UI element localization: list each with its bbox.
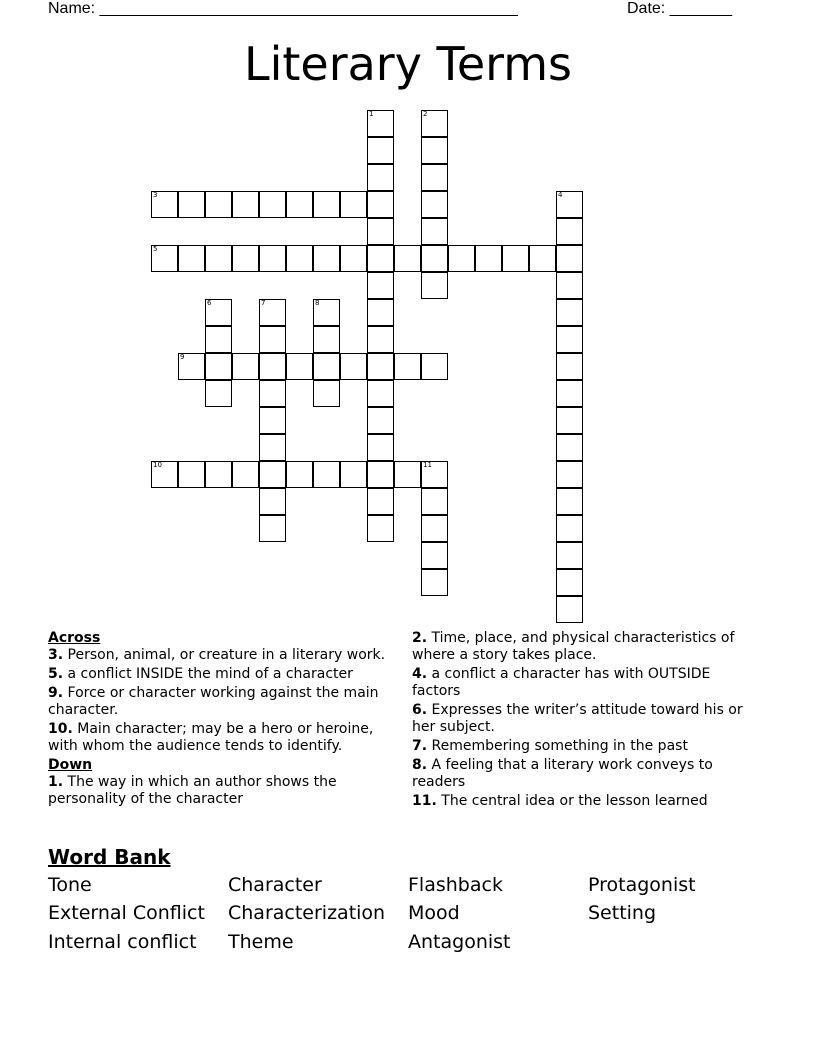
grid-cell[interactable] — [556, 299, 583, 326]
grid-cell[interactable] — [151, 191, 178, 218]
grid-cell[interactable] — [367, 515, 394, 542]
grid-cell[interactable] — [367, 407, 394, 434]
grid-cell[interactable] — [421, 272, 448, 299]
grid-cell[interactable] — [232, 353, 259, 380]
grid-cell[interactable] — [259, 461, 286, 488]
grid-cell[interactable] — [421, 461, 448, 488]
clue-number: 5 — [153, 245, 158, 253]
grid-cell[interactable] — [259, 434, 286, 461]
grid-cell[interactable] — [556, 434, 583, 461]
word-bank-item: Characterization — [228, 902, 386, 924]
word-bank-title: Word Bank — [48, 845, 171, 869]
clue-across-10: 10. Main character; may be a hero or heroine, with whom the audience tends to identify. — [48, 721, 374, 754]
grid-cell[interactable] — [367, 218, 394, 245]
grid-cell[interactable] — [205, 326, 232, 353]
grid-cell[interactable] — [178, 353, 205, 380]
page-title: Literary Terms — [243, 37, 573, 91]
grid-cell[interactable] — [178, 245, 205, 272]
grid-cell[interactable] — [367, 272, 394, 299]
grid-cell[interactable] — [313, 326, 340, 353]
clue-down-2: 2. Time, place, and physical characteristics of where a story takes place. — [412, 630, 735, 663]
name-line: Name: _______________________________________________ — [48, 0, 518, 17]
grid-cell[interactable] — [367, 164, 394, 191]
grid-cell[interactable] — [421, 542, 448, 569]
grid-cell[interactable] — [556, 272, 583, 299]
grid-cell[interactable] — [178, 461, 205, 488]
grid-cell[interactable] — [313, 245, 340, 272]
grid-cell[interactable] — [259, 380, 286, 407]
grid-cell[interactable] — [205, 380, 232, 407]
grid-cell[interactable] — [340, 461, 367, 488]
grid-cell[interactable] — [205, 191, 232, 218]
grid-cell[interactable] — [556, 191, 583, 218]
date-line: Date: _______ — [627, 0, 732, 17]
grid-cell[interactable] — [205, 245, 232, 272]
grid-cell[interactable] — [205, 461, 232, 488]
grid-cell[interactable] — [556, 380, 583, 407]
grid-cell[interactable] — [367, 353, 394, 380]
clue-number: 8 — [315, 299, 320, 307]
word-bank-item: Protagonist — [588, 874, 696, 896]
grid-cell[interactable] — [232, 461, 259, 488]
grid-cell[interactable] — [367, 461, 394, 488]
grid-cell[interactable] — [151, 461, 178, 488]
grid-cell[interactable] — [556, 461, 583, 488]
grid-cell[interactable] — [421, 191, 448, 218]
grid-cell[interactable] — [232, 245, 259, 272]
grid-cell[interactable] — [448, 245, 475, 272]
grid-cell[interactable] — [286, 353, 313, 380]
grid-cell[interactable] — [313, 353, 340, 380]
grid-cell[interactable] — [529, 245, 556, 272]
grid-cell[interactable] — [259, 191, 286, 218]
grid-cell[interactable] — [421, 245, 448, 272]
grid-cell[interactable] — [394, 245, 421, 272]
clue-across-9: 9. Force or character working against the main character. — [48, 685, 379, 718]
grid-cell[interactable] — [502, 245, 529, 272]
grid-cell[interactable] — [286, 245, 313, 272]
grid-cell[interactable] — [421, 164, 448, 191]
grid-cell[interactable] — [232, 191, 259, 218]
grid-cell[interactable] — [556, 569, 583, 596]
clue-number: 3 — [153, 191, 158, 199]
clue-down-11: 11. The central idea or the lesson learned — [412, 793, 708, 809]
grid-cell[interactable] — [556, 596, 583, 623]
grid-cell[interactable] — [367, 488, 394, 515]
grid-cell[interactable] — [556, 218, 583, 245]
grid-cell[interactable] — [475, 245, 502, 272]
clues-right-column — [412, 630, 757, 812]
across-heading: Across — [48, 630, 101, 646]
grid-cell[interactable] — [178, 191, 205, 218]
clue-down-7: 7. Remembering something in the past — [412, 738, 688, 754]
down-heading: Down — [48, 757, 93, 773]
grid-cell[interactable] — [367, 326, 394, 353]
grid-cell[interactable] — [367, 110, 394, 137]
grid-cell[interactable] — [259, 515, 286, 542]
grid-cell[interactable] — [394, 461, 421, 488]
grid-cell[interactable] — [340, 353, 367, 380]
grid-cell[interactable] — [286, 191, 313, 218]
word-bank-item: Setting — [588, 902, 657, 924]
grid-cell[interactable] — [394, 353, 421, 380]
grid-cell[interactable] — [556, 542, 583, 569]
clue-down-1: 1. The way in which an author shows the personality of the character — [48, 774, 337, 807]
grid-cell[interactable] — [421, 218, 448, 245]
grid-cell[interactable] — [286, 461, 313, 488]
clue-number: 11 — [423, 461, 432, 469]
grid-cell[interactable] — [313, 461, 340, 488]
word-bank-item: Mood — [408, 902, 460, 924]
grid-cell[interactable] — [367, 434, 394, 461]
grid-cell[interactable] — [556, 245, 583, 272]
grid-cell[interactable] — [556, 326, 583, 353]
grid-cell[interactable] — [367, 380, 394, 407]
grid-cell[interactable] — [313, 380, 340, 407]
grid-cell[interactable] — [340, 245, 367, 272]
clue-across-3: 3. Person, animal, or creature in a literary work. — [48, 647, 386, 663]
word-bank-item: Internal conflict — [48, 931, 197, 953]
word-bank-item: External Conflict — [48, 902, 205, 924]
clue-number: 1 — [369, 110, 374, 118]
grid-cell[interactable] — [367, 299, 394, 326]
clue-down-6: 6. Expresses the writer’s attitude toward his or her subject. — [412, 702, 743, 735]
word-bank-item: Antagonist — [408, 931, 511, 953]
grid-cell[interactable] — [259, 407, 286, 434]
grid-cell[interactable] — [421, 353, 448, 380]
grid-cell[interactable] — [367, 245, 394, 272]
grid-cell[interactable] — [259, 326, 286, 353]
grid-cell[interactable] — [340, 191, 367, 218]
grid-cell[interactable] — [205, 299, 232, 326]
grid-cell[interactable] — [556, 407, 583, 434]
grid-cell[interactable] — [556, 488, 583, 515]
grid-cell[interactable] — [367, 137, 394, 164]
grid-cell[interactable] — [421, 110, 448, 137]
word-bank-item: Tone — [48, 874, 92, 896]
clue-number: 6 — [207, 299, 212, 307]
clue-down-8: 8. A feeling that a literary work conveys to readers — [412, 757, 713, 790]
word-bank-item: Theme — [228, 931, 294, 953]
clue-number: 10 — [153, 461, 162, 469]
grid-cell[interactable] — [421, 488, 448, 515]
clue-down-4: 4. a conflict a character has with OUTSIDE factors — [412, 666, 711, 699]
grid-cell[interactable] — [259, 353, 286, 380]
word-bank-item: Character — [228, 874, 322, 896]
grid-cell[interactable] — [151, 245, 178, 272]
clue-number: 4 — [558, 191, 563, 199]
grid-cell[interactable] — [421, 515, 448, 542]
grid-cell[interactable] — [259, 488, 286, 515]
grid-cell[interactable] — [259, 299, 286, 326]
grid-cell[interactable] — [556, 353, 583, 380]
clue-number: 9 — [180, 353, 185, 361]
grid-cell[interactable] — [556, 515, 583, 542]
grid-cell[interactable] — [421, 137, 448, 164]
grid-cell[interactable] — [205, 353, 232, 380]
grid-cell[interactable] — [313, 299, 340, 326]
clues-left-column — [48, 630, 400, 810]
grid-cell[interactable] — [367, 191, 394, 218]
clue-number: 7 — [261, 299, 266, 307]
grid-cell[interactable] — [421, 569, 448, 596]
grid-cell[interactable] — [313, 191, 340, 218]
word-bank-item: Flashback — [408, 874, 503, 896]
grid-cell[interactable] — [259, 245, 286, 272]
clue-number: 2 — [423, 110, 428, 118]
clue-across-5: 5. a conflict INSIDE the mind of a character — [48, 666, 353, 682]
